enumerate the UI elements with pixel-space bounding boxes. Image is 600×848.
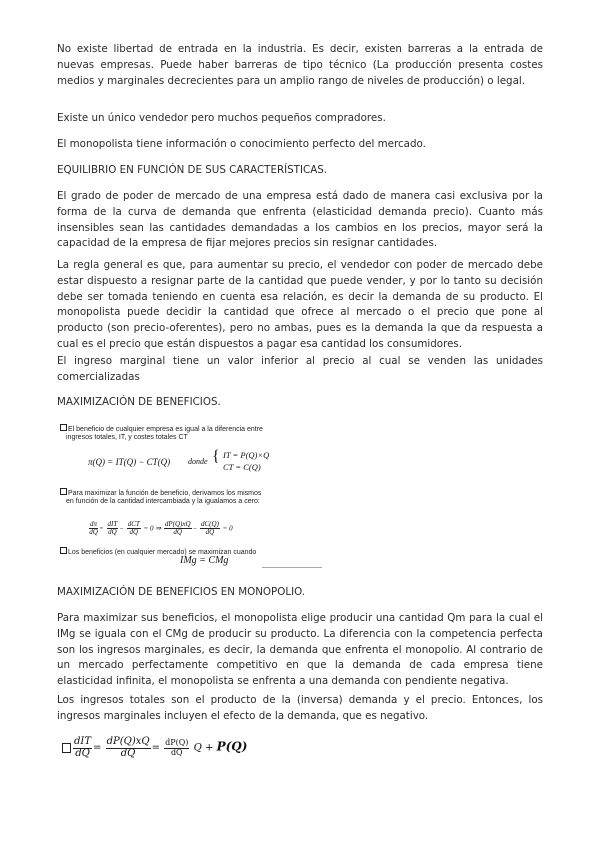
- paragraph-single-seller: Existe un único vendedor pero muchos pequeños compradores.: [57, 112, 386, 124]
- paragraph-total-revenue: Los ingresos totales son el producto de la (inversa) demanda y el precio. Entonces, los ingresos marginales incluyen el efecto de la demanda, que es negativo.: [57, 694, 543, 722]
- figure-underline: [262, 567, 322, 568]
- cost-definition: CT = C(Q): [223, 462, 261, 472]
- marginal-revenue-formula: $\frac{\text{dIT}}{dQ}$ = $\frac{dP(Q)xQ}{dQ}$ = $\frac{dP(Q)}{dQ}$ Q + P(Q): [62, 737, 247, 767]
- revenue-definition: IT = P(Q)×Q: [223, 450, 270, 460]
- profit-equation-where: donde: [188, 457, 208, 466]
- paragraph-market-power: El grado de poder de mercado de una empresa está dado de manera casi exclusiva por la forma de la curva de demanda que enfrenta (elasticidad demanda precio). Cuanto más insensibles sean las cantidades demandadas a los cambios en los precios, mayor será la capacidad de la empresa de fijar mejores precios sin resignar cantidades.: [57, 190, 543, 250]
- checkbox-bullet-icon: [60, 424, 67, 431]
- paragraph-monopoly-quantity: Para maximizar sus beneficios, el monopolista elige producir una cantidad Qm para la cual el IMg se iguala con el CMg de producir su producto. La diferencia con la competencia perfecta son los ingresos marginales, es decir, la demanda que enfrenta el monopolio. Al contrario de un mercado perfectamente competitivo en que la demanda de cada empresa tiene elasticidad infinita, el monopolista se enfrenta a una demanda con pendiente negativa.: [57, 612, 543, 688]
- checkbox-bullet-icon: [60, 547, 67, 554]
- figure-text-line: ingresos totales, IT, y costes totales CT: [66, 434, 188, 441]
- figure-text-line: Para maximizar la función de beneficio, derivamos los mismos: [60, 488, 261, 498]
- heading-equilibrium: EQUILIBRIO EN FUNCIÓN DE SUS CARACTERÍSTICAS.: [57, 164, 328, 176]
- brace-icon: {: [212, 448, 220, 465]
- heading-monopoly-profit-max: MAXIMIZACIÓN DE BENEFICIOS EN MONOPOLIO.: [57, 586, 306, 598]
- paragraph-marginal-revenue: El ingreso marginal tiene un valor inferior al precio al cual se venden las unidades comercializadas: [57, 355, 543, 383]
- checkbox-bullet-icon: [62, 743, 71, 753]
- heading-profit-max: MAXIMIZACIÓN DE BENEFICIOS.: [57, 396, 221, 408]
- paragraph-general-rule: La regla general es que, para aumentar su precio, el vendedor con poder de mercado debe estar dispuesto a resignar parte de la cantidad que puede vender, y por lo tanto su decisión debe ser tomada teniendo en cuenta esa relación, es decir la demanda de su producto. El monopolista puede decidir la cantidad que ofrece al mercado o el precio que pone al producto (son precio-oferentes), pero no ambas, pues es la demanda la que da respuesta a cual es el precio que están dispuestos a pagar esa cantidad los consumidores.: [57, 259, 543, 350]
- profit-equation: π(Q) = IT(Q) − CT(Q): [88, 457, 171, 467]
- figure-text-line: en función de la cantidad intercambiada y la igualamos a cero:: [66, 498, 260, 505]
- paragraph-perfect-information: El monopolista tiene información o conocimiento perfecto del mercado.: [57, 138, 426, 150]
- figure-text-line: El beneficio de cualquier empresa es igual a la diferencia entre: [60, 424, 263, 434]
- figure-text-line: Los beneficios (en cualquier mercado) se maximizan cuando: [60, 547, 256, 557]
- derivative-equation: $\frac{d\pi}{dQ}$ = $\frac{\text{dIT}}{dQ}$ − $\frac{\text{dCT}}{dQ}$ = 0 ⇒ $\frac{dP(Q)xQ}{dQ}$ − $\frac{dC(Q)}{dQ}$ = 0: [89, 520, 233, 537]
- profit-max-figure: [60, 424, 300, 570]
- paragraph-barriers: No existe libertad de entrada en la industria. Es decir, existen barreras a la entrada de nuevas empresas. Puede haber barreras de tipo técnico (La producción presenta costes medios y marginales decrecientes para un amplio rango de niveles de producción) o legal.: [57, 43, 543, 87]
- checkbox-bullet-icon: [60, 488, 67, 495]
- profit-max-condition: IMg = CMg: [180, 555, 229, 566]
